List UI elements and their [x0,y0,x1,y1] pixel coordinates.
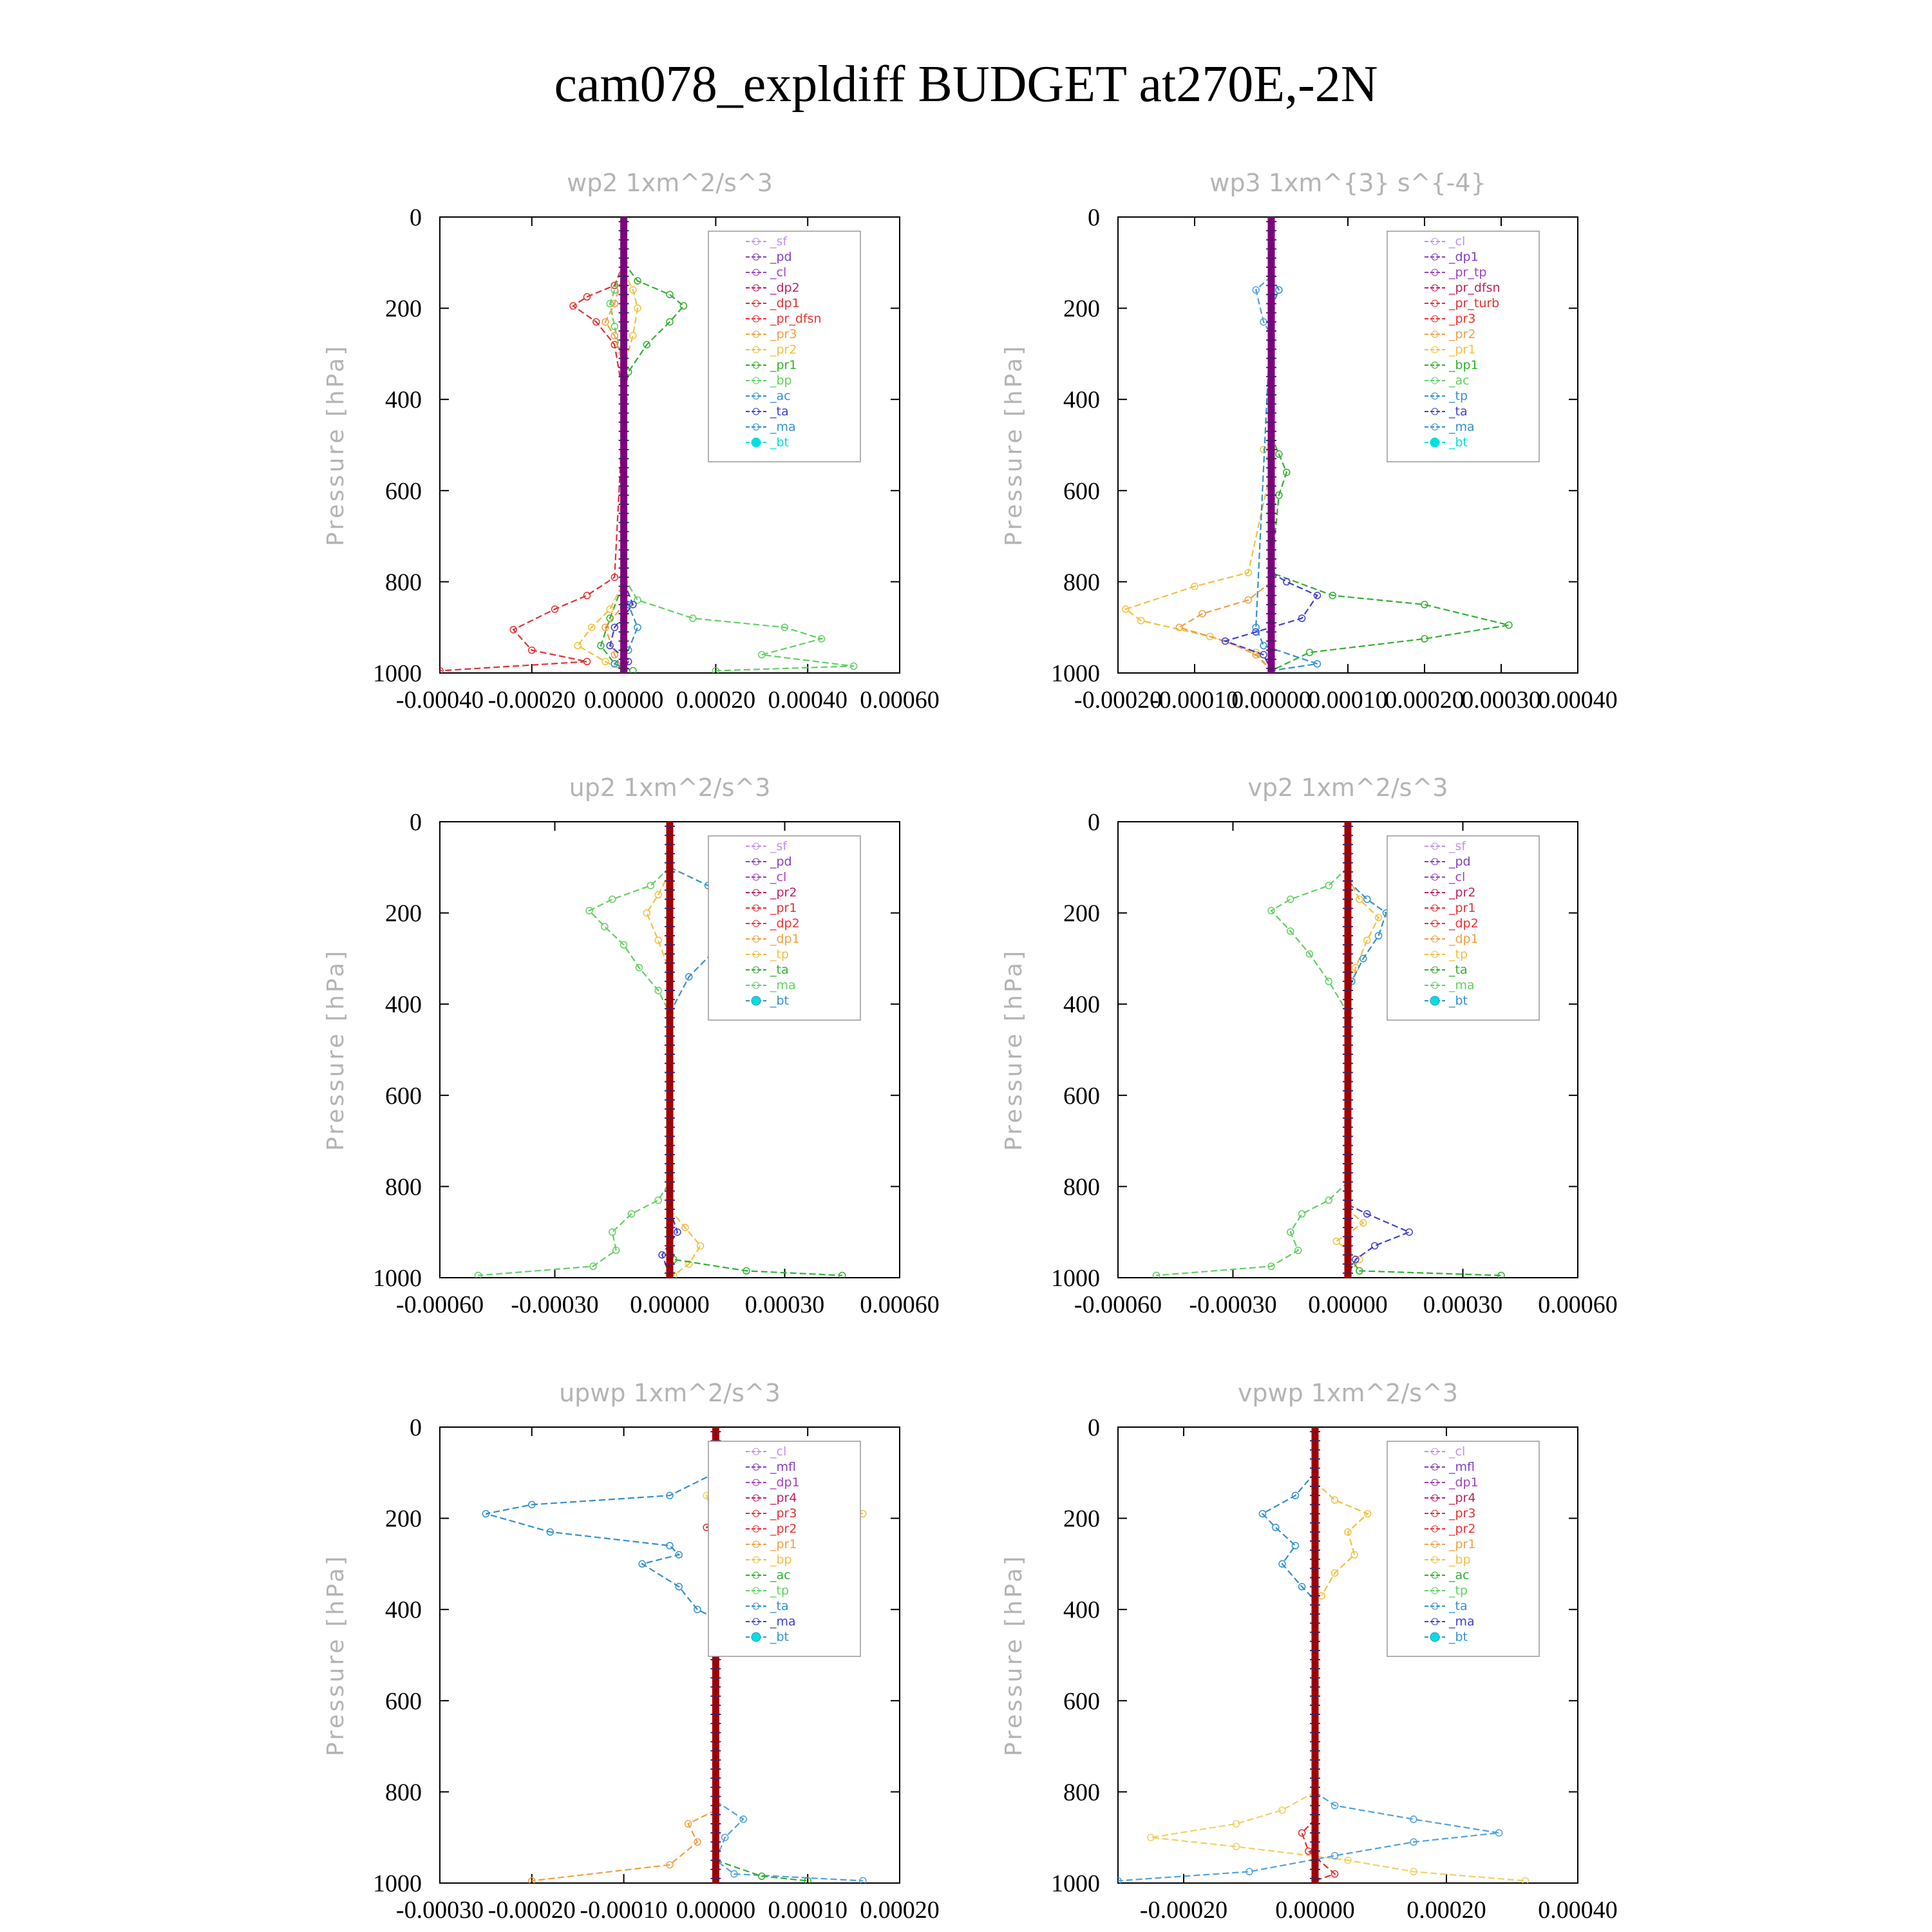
y-tick-label: 200 [1063,1505,1100,1533]
legend-label: _pr2 [770,1522,797,1536]
legend-marker [752,1633,761,1642]
series-line-dp1 [478,867,670,1276]
data-point [1332,1497,1338,1503]
x-tick-label: 0.00000 [1308,1291,1388,1318]
data-point [601,923,608,930]
legend-label: _bp [770,1553,792,1567]
data-point [1325,978,1332,985]
legend-label: _sf [1449,839,1466,853]
x-tick-label: 0.00010 [768,1897,848,1924]
legend-label: _cl [1449,234,1466,249]
y-tick-label: 0 [410,204,422,231]
legend-label: _pr2 [770,886,797,900]
legend-label: _pr1 [1449,901,1476,915]
data-point [1406,1229,1412,1235]
data-point [655,1197,661,1204]
panel-title: upwp 1xm^2/s^3 [559,1379,781,1407]
legend-label: _pr1 [1449,1537,1476,1551]
legend-label: _ma [770,978,796,992]
data-point [1376,933,1382,939]
legend-label: _pr3 [770,1506,797,1520]
legend-label: _pr3 [1449,1506,1476,1520]
x-tick-label: 0.00060 [860,687,940,714]
legend-label: _bp [1449,1553,1471,1567]
panel-2 [1001,169,1618,714]
data-point [1333,1238,1340,1244]
data-point [634,624,641,630]
data-point [1273,1524,1279,1531]
legend-label: _ta [1449,404,1468,419]
x-tick-label: -0.00020 [488,1897,576,1924]
x-tick-label: -0.00060 [395,1291,484,1318]
y-tick-label: 200 [385,900,422,927]
y-tick-label: 800 [385,1779,422,1806]
legend-label: _ma [1449,978,1475,992]
y-tick-label: 0 [410,1414,422,1441]
y-tick-label: 1000 [1051,1870,1100,1897]
series-line-dp2 [670,1232,842,1275]
legend-label: _pr3 [770,327,797,341]
y-tick-label: 800 [1063,1779,1100,1806]
legend-label: _dp2 [1449,916,1479,931]
data-point [667,291,673,298]
data-point [1325,1197,1332,1204]
panel-title: vpwp 1xm^2/s^3 [1237,1379,1459,1407]
legend-label: _cl [1449,1444,1466,1459]
y-tick-label: 600 [1063,1687,1100,1715]
y-tick-label: 1000 [373,1265,422,1292]
data-point [697,1242,704,1249]
data-point [1287,896,1294,902]
y-tick-label: 0 [1088,1414,1100,1441]
legend-label: _pr2 [770,343,797,357]
legend-label: _ac [1449,374,1470,388]
y-tick-label: 0 [1088,809,1100,836]
series-line-pr1 [647,872,700,1276]
legend-label: _dp2 [770,281,800,295]
legend-label: _pr2 [1449,1522,1476,1536]
x-tick-label: 0.00060 [1538,1291,1618,1318]
panel-title: wp3 1xm^{3} s^{-4} [1209,169,1486,197]
series-line-tp [1262,1473,1315,1600]
series-line-dp2 [1348,1255,1501,1276]
legend-label: _pr2 [1449,886,1476,900]
panel-6 [1001,1379,1618,1924]
legend-label: _pr2 [1449,327,1476,341]
x-tick-label: -0.00010 [580,1897,668,1924]
y-tick-label: 1000 [1051,1265,1100,1292]
data-point [611,287,618,293]
x-tick-label: 0.00020 [676,687,756,714]
x-tick-label: 0.00010 [1308,687,1388,714]
y-tick-label: 400 [385,991,422,1019]
y-tick-label: 800 [385,569,422,596]
legend-label: _dp1 [770,932,800,946]
x-tick-label: 0.00040 [1538,687,1618,714]
series-line-ta [1348,1205,1409,1276]
y-tick-label: 200 [385,295,422,323]
figure-title: cam078_expldiff BUDGET at270E,-2N [554,56,1378,113]
legend [708,231,860,462]
legend-label: _ma [1449,420,1475,434]
series-line-dp1 [440,263,624,671]
data-point [1292,1542,1298,1549]
x-tick-label: 0.00020 [1406,1897,1486,1924]
legend-label: _pr1 [770,1537,797,1551]
data-point [647,882,654,889]
series-line-pr1 [1126,440,1271,671]
legend-label: _tp [1449,947,1468,961]
legend-label: _dp1 [1449,932,1479,946]
legend-label: _ta [770,963,789,977]
x-tick-label: 0.00000 [583,687,664,714]
x-tick-label: 0.00040 [1538,1897,1618,1924]
legend-label: _sf [770,234,788,249]
legend-label: _bt [770,994,790,1008]
legend-label: _bp1 [1449,358,1479,372]
legend-label: _tp [770,1584,790,1598]
x-tick-label: 0.00000 [1231,687,1311,714]
y-tick-label: 400 [385,386,422,414]
data-point [574,643,581,649]
y-axis-label: Pressure [hPa] [323,343,349,547]
x-tick-label: 0.00000 [676,1897,756,1924]
legend-label: _ma [1449,1615,1475,1629]
x-tick-label: -0.00040 [395,687,484,714]
x-tick-label: 0.00020 [860,1897,940,1924]
legend-label: _pd [1449,855,1471,869]
legend-label: _cl [770,1444,787,1459]
legend-label: _ma [770,1615,796,1629]
legend [1387,836,1539,1020]
y-tick-label: 400 [1063,991,1100,1019]
data-point [1325,882,1332,889]
legend-label: _pr4 [770,1491,797,1505]
panel-title: up2 1xm^2/s^3 [569,773,771,802]
legend-marker [1430,996,1439,1005]
legend-label: _mfl [770,1460,796,1474]
y-tick-label: 400 [385,1596,422,1624]
legend-label: _ta [1449,963,1468,977]
legend-label: _ac [770,1568,791,1582]
legend-label: _ma [770,420,796,434]
data-point [690,615,696,621]
x-tick-label: -0.00030 [395,1897,484,1924]
legend-label: _pr3 [1449,312,1476,326]
legend-label: _pd [770,855,792,869]
y-axis-label: Pressure [hPa] [1001,1553,1027,1757]
panel-3 [323,773,940,1318]
legend-marker [1430,1633,1439,1642]
legend [708,1441,860,1656]
data-point [1176,624,1182,630]
legend-label: _tp [1449,1584,1468,1598]
data-point [1299,1830,1305,1836]
panel-title: vp2 1xm^2/s^3 [1247,773,1448,802]
legend-label: _bt [770,435,790,450]
panel-5 [323,1379,940,1924]
legend-label: _cl [770,870,787,884]
legend-label: _pr1 [1449,343,1476,357]
x-tick-label: -0.00020 [1074,687,1162,714]
legend-label: _cl [770,265,787,279]
x-tick-label: -0.00020 [1139,1897,1228,1924]
legend-label: _ta [1449,1599,1468,1613]
legend-label: _pr_tp [1449,265,1487,279]
legend-label: _dp1 [1449,250,1479,264]
x-tick-label: -0.00060 [1074,1291,1162,1318]
series-line-pr2 [1315,1482,1368,1596]
x-tick-label: 0.00020 [1385,687,1464,714]
legend-label: _dp1 [1449,1475,1479,1490]
y-tick-label: 1000 [1051,660,1100,687]
y-tick-label: 800 [385,1173,422,1201]
legend-label: _ac [770,389,791,403]
legend-label: _mfl [1449,1460,1475,1474]
legend [708,836,860,1020]
legend-marker [752,996,761,1005]
y-tick-label: 600 [385,477,422,505]
legend-label: _dp1 [770,296,800,310]
x-tick-label: 0.00000 [630,1291,710,1318]
x-tick-label: 0.00060 [860,1291,940,1318]
y-tick-label: 400 [1063,386,1100,414]
x-tick-label: 0.00030 [744,1291,825,1318]
series-line-dp1 [1157,867,1349,1276]
legend-label: _dp1 [770,1475,800,1490]
data-point [609,896,616,902]
legend-label: _pr1 [770,901,797,915]
series-line-ma [1118,1792,1499,1880]
data-point [1260,643,1267,649]
data-point [655,937,661,943]
y-tick-label: 200 [385,1505,422,1533]
y-tick-label: 400 [1063,1596,1100,1624]
y-axis-label: Pressure [hPa] [323,1553,349,1757]
x-tick-label: -0.00010 [1150,687,1239,714]
series-line-bp1 [1271,436,1509,671]
series-line-tp [1348,881,1387,1013]
legend-label: _tp [1449,389,1468,403]
x-tick-label: 0.00000 [1275,1897,1355,1924]
x-tick-label: -0.00030 [1189,1291,1277,1318]
data-point [609,1229,616,1235]
x-tick-label: 0.00030 [1423,1291,1503,1318]
y-tick-label: 600 [385,1687,422,1715]
data-point [680,303,687,309]
data-point [1364,896,1370,902]
data-point [1299,1211,1305,1217]
data-point [1372,1242,1378,1249]
legend-label: _pr_dfsn [1449,281,1501,295]
data-point [607,606,613,612]
panel-title: wp2 1xm^2/s^3 [567,169,773,197]
y-tick-label: 800 [1063,1173,1100,1201]
data-point [1283,578,1290,585]
series-line-ma [715,1801,863,1881]
data-point [583,592,590,599]
legend [1387,231,1539,462]
series-line-tp [486,1473,715,1619]
y-tick-label: 800 [1063,569,1100,596]
panel-4 [1001,773,1618,1318]
data-point [643,910,650,916]
y-tick-label: 1000 [373,660,422,687]
x-tick-label: 0.00030 [1461,687,1541,714]
y-tick-label: 0 [1088,204,1100,231]
x-tick-label: 0.00040 [768,687,848,714]
x-tick-label: -0.00030 [511,1291,599,1318]
y-axis-label: Pressure [hPa] [1001,948,1027,1151]
y-tick-label: 600 [1063,1082,1100,1110]
legend [1387,1441,1539,1656]
panel-1 [323,169,940,714]
legend-label: _sf [770,839,788,853]
legend-label: _bt [770,1630,790,1644]
legend-label: _bt [1449,435,1468,450]
y-tick-label: 200 [1063,900,1100,927]
legend-label: _ta [770,404,789,419]
legend-label: _dp2 [770,916,800,931]
legend-label: _ta [770,1599,789,1613]
y-tick-label: 200 [1063,295,1100,323]
legend-label: _bt [1449,994,1468,1008]
legend-label: _ac [1449,1568,1470,1582]
legend-label: _pd [770,250,792,264]
legend-label: _cl [1449,870,1466,884]
legend-label: _pr_turb [1449,296,1500,310]
legend-label: _tp [770,947,790,961]
y-axis-label: Pressure [hPa] [323,948,349,1151]
y-tick-label: 0 [410,809,422,836]
x-tick-label: -0.00020 [488,687,576,714]
y-axis-label: Pressure [hPa] [1001,343,1027,547]
y-tick-label: 600 [1063,477,1100,505]
legend-label: _pr1 [770,358,797,372]
legend-label: _bp [770,374,792,388]
legend-marker [752,438,761,447]
legend-label: _bt [1449,1630,1468,1644]
legend-label: _pr_dfsn [770,312,822,326]
legend-label: _pr4 [1449,1491,1476,1505]
y-tick-label: 600 [385,1082,422,1110]
legend-marker [1430,438,1439,447]
y-tick-label: 1000 [373,1870,422,1897]
